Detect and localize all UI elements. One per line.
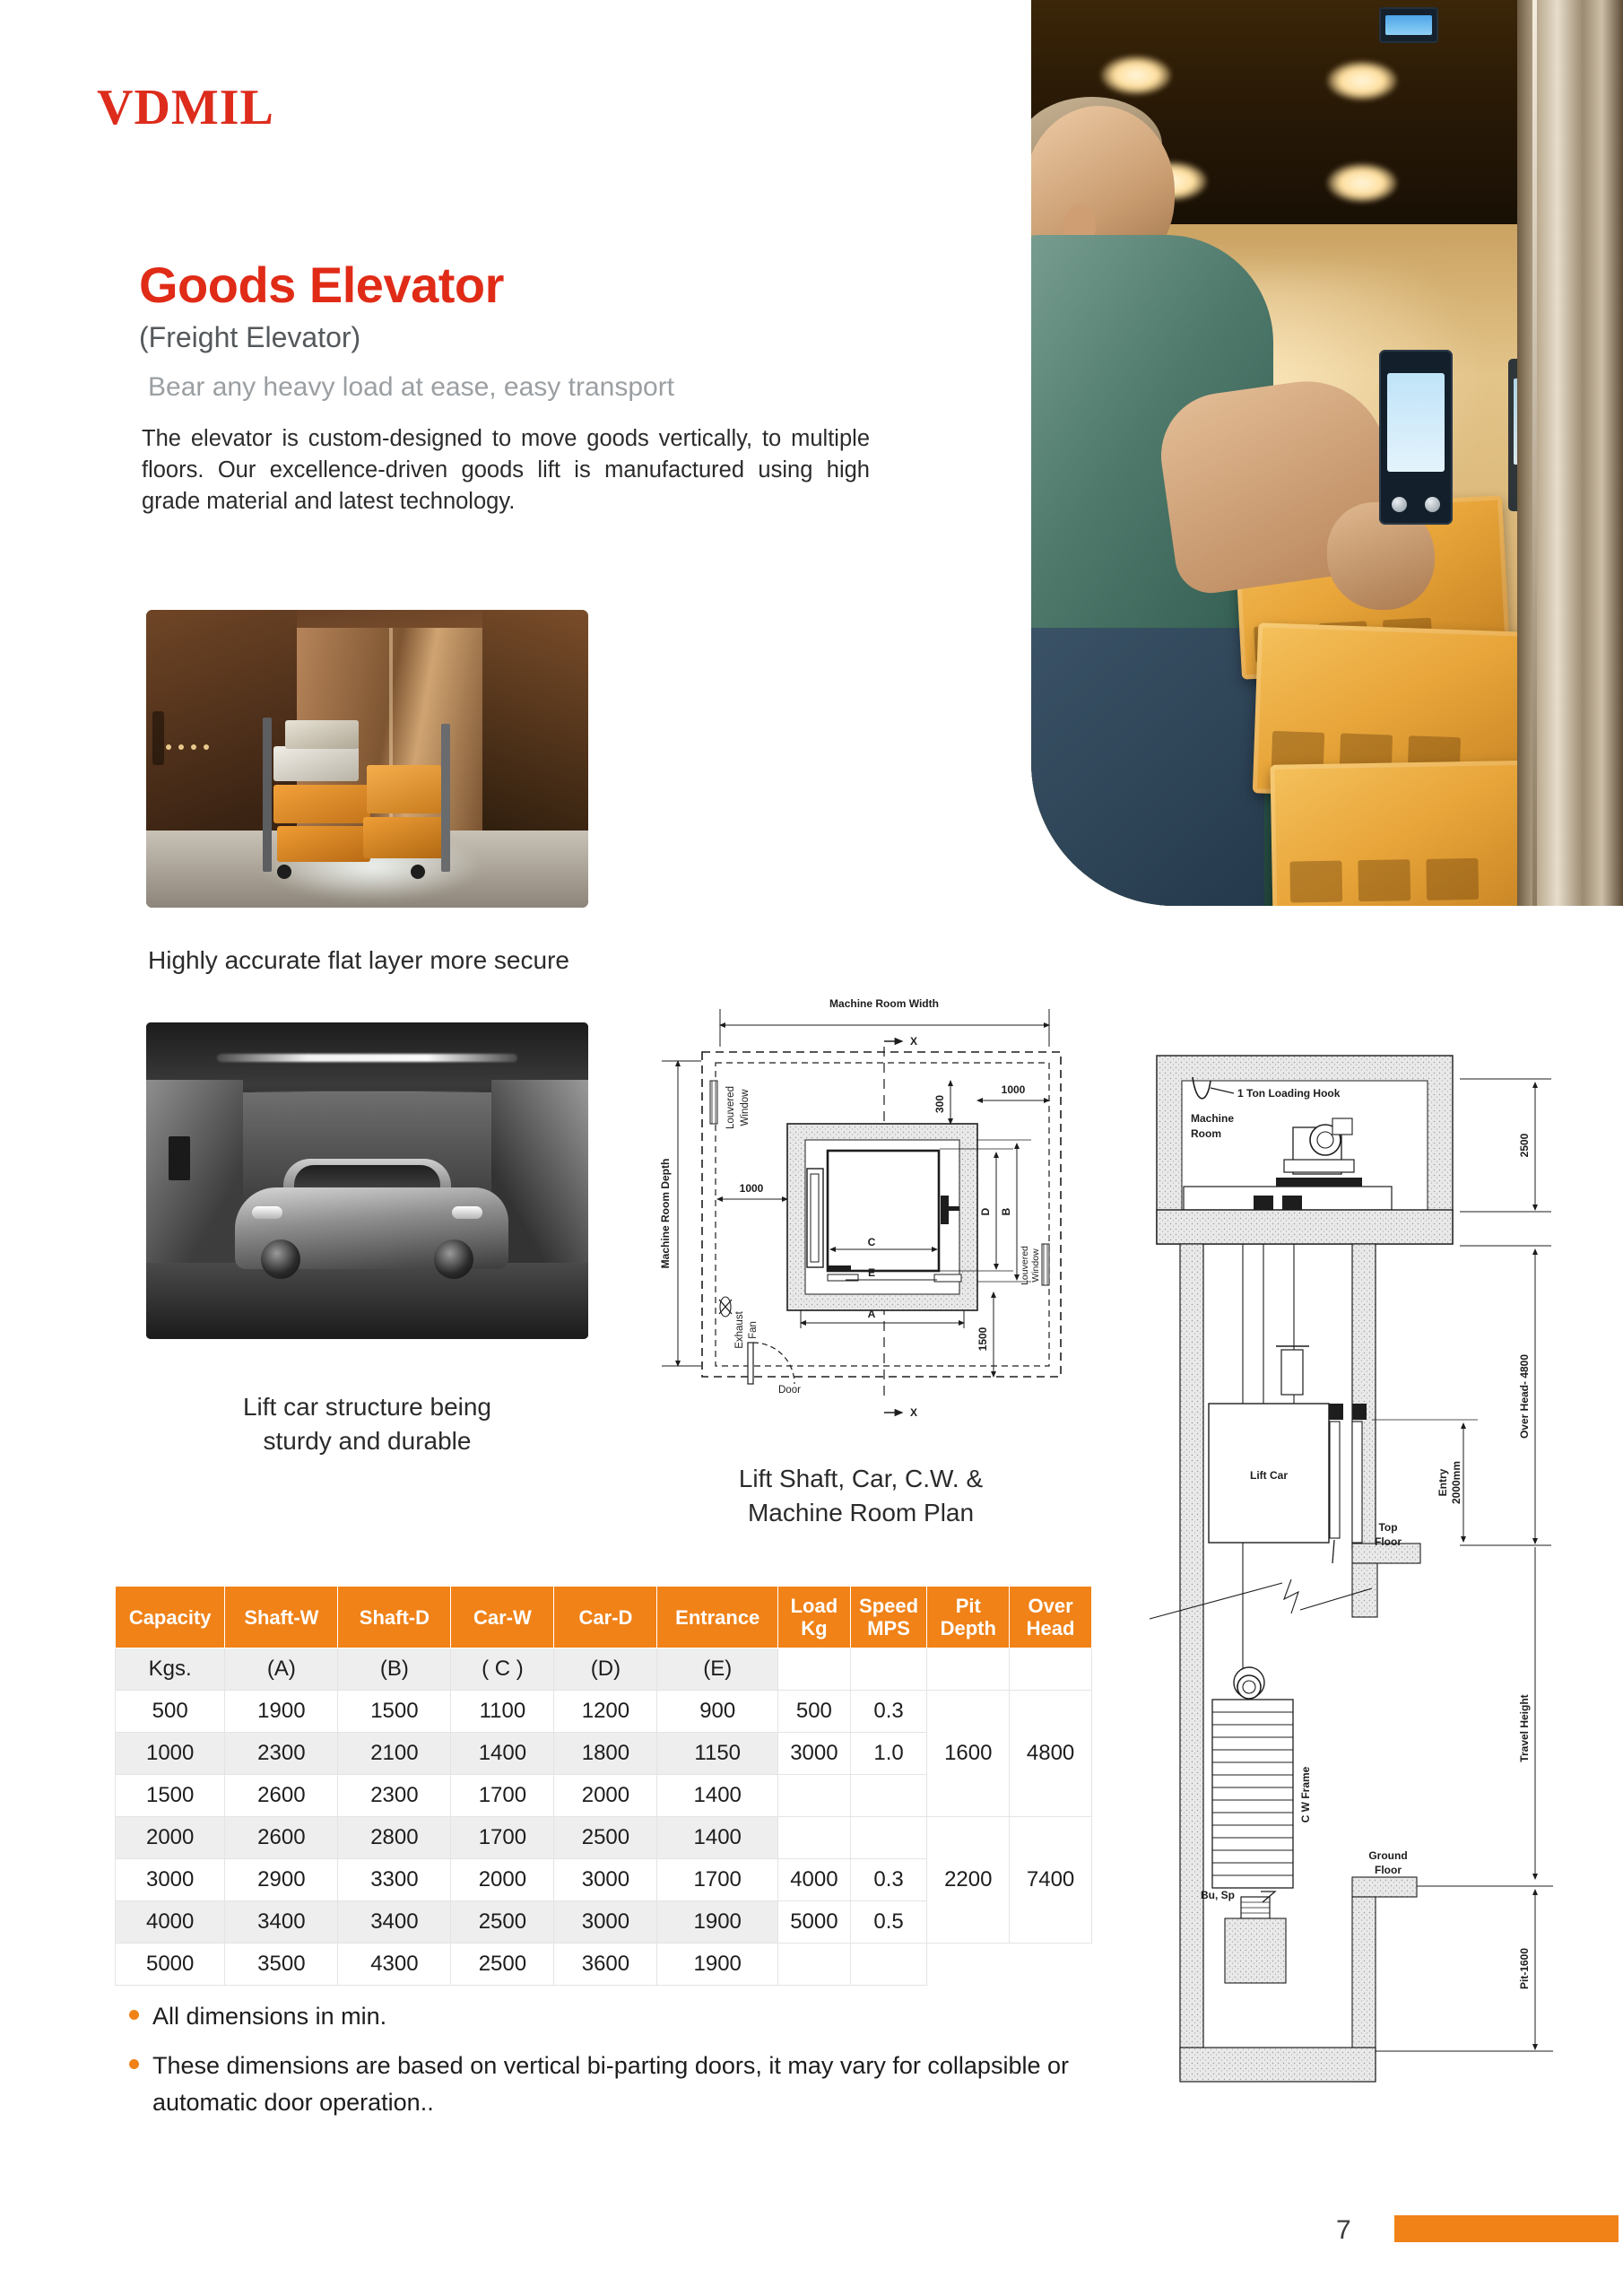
specifications-table-wrap bbox=[115, 1586, 1092, 1986]
label-dim-300: 300 bbox=[933, 1094, 946, 1114]
table-header-row bbox=[116, 1587, 1092, 1648]
cell-speed-mps: 1.0 bbox=[850, 1733, 927, 1775]
cell-shaft-w: 2600 bbox=[225, 1817, 338, 1859]
note-item bbox=[126, 1998, 1130, 2035]
caption-plan-line1: Lift Shaft, Car, C.W. & bbox=[738, 1465, 984, 1492]
cell-shaft-d: 2100 bbox=[338, 1733, 451, 1775]
th-shaft-d: Shaft-D bbox=[338, 1587, 451, 1648]
cell-entrance: 900 bbox=[657, 1691, 778, 1733]
label-top-floor-1: Top bbox=[1378, 1521, 1398, 1534]
table-row bbox=[116, 1817, 1092, 1859]
cell-car-d: 3000 bbox=[554, 1901, 657, 1944]
table-row bbox=[116, 1944, 1092, 1986]
page-tagline: Bear any heavy load at ease, easy transport bbox=[148, 372, 675, 402]
elevator-control-panel bbox=[1379, 350, 1453, 525]
cell-load-kg: 5000 bbox=[778, 1901, 851, 1944]
cell-over-head: 4800 bbox=[1010, 1691, 1092, 1817]
label-axis-x-top: X bbox=[910, 1035, 918, 1048]
note-text: All dimensions in min. bbox=[152, 2003, 387, 2030]
cell-load-kg: 500 bbox=[778, 1691, 851, 1733]
cell-over-head: 7400 bbox=[1010, 1817, 1092, 1944]
cell-entrance: 1150 bbox=[657, 1733, 778, 1775]
cell-speed-mps: 0.3 bbox=[850, 1859, 927, 1901]
label-travel-height: Travel Height bbox=[1518, 1694, 1531, 1762]
ceiling-light-icon bbox=[1327, 163, 1397, 203]
label-over-head: Over Head- 4800 bbox=[1518, 1353, 1531, 1439]
cell-entrance: 1400 bbox=[657, 1817, 778, 1859]
wheel-icon bbox=[261, 1239, 300, 1279]
cell-shaft-d: 2300 bbox=[338, 1775, 451, 1817]
elevator-display-panel bbox=[1379, 7, 1438, 43]
td-blank bbox=[778, 1648, 851, 1691]
door-seam bbox=[1532, 0, 1537, 906]
cell-shaft-w: 2300 bbox=[225, 1733, 338, 1775]
cell-car-w: 1400 bbox=[451, 1733, 554, 1775]
td-blank bbox=[850, 1817, 927, 1859]
td-blank bbox=[850, 1775, 927, 1817]
td-blank bbox=[778, 1775, 851, 1817]
table-subheader-row bbox=[116, 1648, 1092, 1691]
td-blank bbox=[850, 1944, 927, 1986]
label-fan: Fan bbox=[748, 1321, 759, 1339]
caption-lift-car bbox=[146, 1390, 588, 1457]
caption-flat-layer: Highly accurate flat layer more secure bbox=[148, 946, 569, 974]
page-subtitle: (Freight Elevator) bbox=[139, 321, 361, 353]
cell-shaft-w: 2600 bbox=[225, 1775, 338, 1817]
cell-car-w: 2000 bbox=[451, 1859, 554, 1901]
td-blank bbox=[1010, 1648, 1092, 1691]
label-machine-room-width: Machine Room Width bbox=[829, 997, 939, 1010]
td-blank bbox=[927, 1648, 1010, 1691]
cell-car-d: 2500 bbox=[554, 1817, 657, 1859]
cell-car-d: 2000 bbox=[554, 1775, 657, 1817]
cell-shaft-d: 1500 bbox=[338, 1691, 451, 1733]
label-machine-room-depth: Machine Room Depth bbox=[659, 1158, 672, 1269]
cell-capacity: 3000 bbox=[116, 1859, 225, 1901]
label-cw-frame: C W Frame bbox=[1299, 1766, 1312, 1823]
caption-plan-diagram bbox=[628, 1462, 1094, 1529]
cell-capacity: 500 bbox=[116, 1691, 225, 1733]
hero-scene bbox=[1031, 0, 1623, 906]
label-dim-1000-top: 1000 bbox=[1001, 1083, 1026, 1096]
intro-paragraph: The elevator is custom-designed to move goods vertically, to multiple floors. Our excellence-driven goods lift is manufactured using high grade material and latest technology. bbox=[142, 426, 870, 514]
label-pit: Pit-1600 bbox=[1518, 1947, 1531, 1990]
label-dim-1500: 1500 bbox=[976, 1326, 989, 1352]
label-buffer-spring: Bu, Sp bbox=[1201, 1889, 1235, 1901]
cell-entrance: 1900 bbox=[657, 1944, 778, 1986]
td-code-b: (B) bbox=[338, 1648, 451, 1691]
th-entrance: Entrance bbox=[657, 1587, 778, 1648]
wall-panel-icon bbox=[152, 711, 164, 765]
cell-car-d: 3000 bbox=[554, 1859, 657, 1901]
specifications-table bbox=[115, 1586, 1092, 1986]
label-door: Door bbox=[778, 1385, 801, 1396]
th-car-w: Car-W bbox=[451, 1587, 554, 1648]
label-dim-C: C bbox=[867, 1236, 876, 1248]
bullet-dot-icon bbox=[129, 2059, 139, 2069]
brand-logo: VDMIL bbox=[97, 80, 274, 135]
label-axis-x-bottom: X bbox=[910, 1406, 918, 1419]
td-code-d: (D) bbox=[554, 1648, 657, 1691]
label-machine-room-2: Room bbox=[1191, 1127, 1221, 1140]
cell-shaft-d: 3300 bbox=[338, 1859, 451, 1901]
photo-lift-car-interior bbox=[146, 1022, 588, 1339]
label-exhaust: Exhaust bbox=[734, 1311, 745, 1349]
hero-image-elevator-worker bbox=[1031, 0, 1623, 906]
td-blank bbox=[850, 1648, 927, 1691]
cell-entrance: 1700 bbox=[657, 1859, 778, 1901]
table-row bbox=[116, 1691, 1092, 1733]
cell-shaft-w: 3500 bbox=[225, 1944, 338, 1986]
label-louvered-window-right-2: Window bbox=[1030, 1248, 1041, 1283]
th-load-kg: Load Kg bbox=[778, 1587, 851, 1648]
td-unit-kgs: Kgs. bbox=[116, 1648, 225, 1691]
label-dim-1000-left: 1000 bbox=[739, 1182, 764, 1195]
label-dim-E: E bbox=[867, 1266, 876, 1279]
cell-shaft-d: 4300 bbox=[338, 1944, 451, 1986]
panel-screen bbox=[1387, 373, 1445, 472]
cell-entrance: 1900 bbox=[657, 1901, 778, 1944]
cell-load-kg: 4000 bbox=[778, 1859, 851, 1901]
bullet-dot-icon bbox=[129, 2010, 139, 2020]
cell-capacity: 2000 bbox=[116, 1817, 225, 1859]
td-code-c: ( C ) bbox=[451, 1648, 554, 1691]
label-dim-B: B bbox=[1000, 1207, 1012, 1216]
cell-capacity: 1500 bbox=[116, 1775, 225, 1817]
cell-capacity: 5000 bbox=[116, 1944, 225, 1986]
label-louvered-window-left-2: Window bbox=[740, 1089, 751, 1126]
cell-shaft-w: 3400 bbox=[225, 1901, 338, 1944]
td-code-a: (A) bbox=[225, 1648, 338, 1691]
label-lift-car: Lift Car bbox=[1250, 1469, 1288, 1482]
th-over-head: Over Head bbox=[1010, 1587, 1092, 1648]
label-machine-room-1: Machine bbox=[1191, 1112, 1235, 1125]
led-strip-icon bbox=[217, 1054, 517, 1062]
ceiling-light-icon bbox=[1327, 61, 1397, 100]
cell-shaft-w: 2900 bbox=[225, 1859, 338, 1901]
ceiling-light-icon bbox=[1101, 56, 1171, 95]
th-car-d: Car-D bbox=[554, 1587, 657, 1648]
car-wall-left bbox=[146, 1080, 243, 1283]
th-speed-mps: Speed MPS bbox=[850, 1587, 927, 1648]
td-blank bbox=[778, 1944, 851, 1986]
car-floor bbox=[146, 1263, 588, 1339]
lift-shaft-plan-diagram bbox=[655, 991, 1067, 1439]
cell-capacity: 1000 bbox=[116, 1733, 225, 1775]
footer-accent-bar bbox=[1394, 2215, 1619, 2242]
photo-goods-trolley bbox=[146, 610, 588, 908]
cell-shaft-d: 3400 bbox=[338, 1901, 451, 1944]
label-ground-floor-1: Ground bbox=[1368, 1849, 1408, 1862]
hand-trolley bbox=[270, 718, 456, 878]
car-control-panel bbox=[169, 1136, 191, 1180]
panel-button-icon bbox=[1425, 497, 1440, 512]
cell-car-w: 2500 bbox=[451, 1944, 554, 1986]
caption-lift-car-line1: Lift car structure being bbox=[242, 1393, 492, 1421]
label-ground-floor-2: Floor bbox=[1375, 1864, 1402, 1876]
cell-entrance: 1400 bbox=[657, 1775, 778, 1817]
label-louvered-window-left-1: Louvered bbox=[725, 1086, 736, 1129]
label-entry-1: Entry bbox=[1436, 1468, 1449, 1497]
note-item bbox=[126, 2048, 1130, 2121]
page-number: 7 bbox=[1336, 2215, 1351, 2245]
cell-pit-depth: 1600 bbox=[927, 1691, 1010, 1817]
caption-lift-car-line2: sturdy and durable bbox=[263, 1426, 472, 1455]
page-title: Goods Elevator bbox=[139, 257, 504, 313]
cell-car-d: 3600 bbox=[554, 1944, 657, 1986]
cell-car-w: 1100 bbox=[451, 1691, 554, 1733]
label-dim-D: D bbox=[979, 1207, 992, 1216]
th-capacity: Capacity bbox=[116, 1587, 225, 1648]
th-shaft-w: Shaft-W bbox=[225, 1587, 338, 1648]
cell-pit-depth: 2200 bbox=[927, 1817, 1010, 1944]
headlight-icon bbox=[452, 1206, 482, 1219]
lift-section-diagram bbox=[1148, 1045, 1596, 2157]
note-text: These dimensions are based on vertical bi-parting doors, it may vary for collapsible or automatic door operation.. bbox=[152, 2052, 1069, 2117]
label-louvered-window-right-1: Louvered bbox=[1020, 1246, 1030, 1285]
th-pit-depth: Pit Depth bbox=[927, 1587, 1010, 1648]
cell-load-kg: 3000 bbox=[778, 1733, 851, 1775]
cell-car-w: 1700 bbox=[451, 1817, 554, 1859]
td-blank bbox=[778, 1817, 851, 1859]
label-dim-2500: 2500 bbox=[1518, 1133, 1531, 1158]
label-dim-A: A bbox=[867, 1308, 876, 1320]
cell-shaft-d: 2800 bbox=[338, 1817, 451, 1859]
label-top-floor-2: Floor bbox=[1375, 1535, 1402, 1548]
label-entry-2: 2000mm bbox=[1450, 1460, 1462, 1505]
cell-car-d: 1800 bbox=[554, 1733, 657, 1775]
td-code-e: (E) bbox=[657, 1648, 778, 1691]
cell-car-w: 1700 bbox=[451, 1775, 554, 1817]
label-loading-hook: 1 Ton Loading Hook bbox=[1237, 1087, 1341, 1100]
caption-plan-line2: Machine Room Plan bbox=[747, 1498, 975, 1526]
wheel-icon bbox=[434, 1239, 473, 1279]
cell-speed-mps: 0.3 bbox=[850, 1691, 927, 1733]
worker-trousers bbox=[1031, 628, 1264, 906]
cell-speed-mps: 0.5 bbox=[850, 1901, 927, 1944]
cell-car-w: 2500 bbox=[451, 1901, 554, 1944]
headlight-icon bbox=[252, 1206, 282, 1219]
cell-shaft-w: 1900 bbox=[225, 1691, 338, 1733]
notes-list bbox=[126, 1998, 1130, 2134]
cell-car-d: 1200 bbox=[554, 1691, 657, 1733]
panel-button-icon bbox=[1392, 497, 1407, 512]
cell-capacity: 4000 bbox=[116, 1901, 225, 1944]
